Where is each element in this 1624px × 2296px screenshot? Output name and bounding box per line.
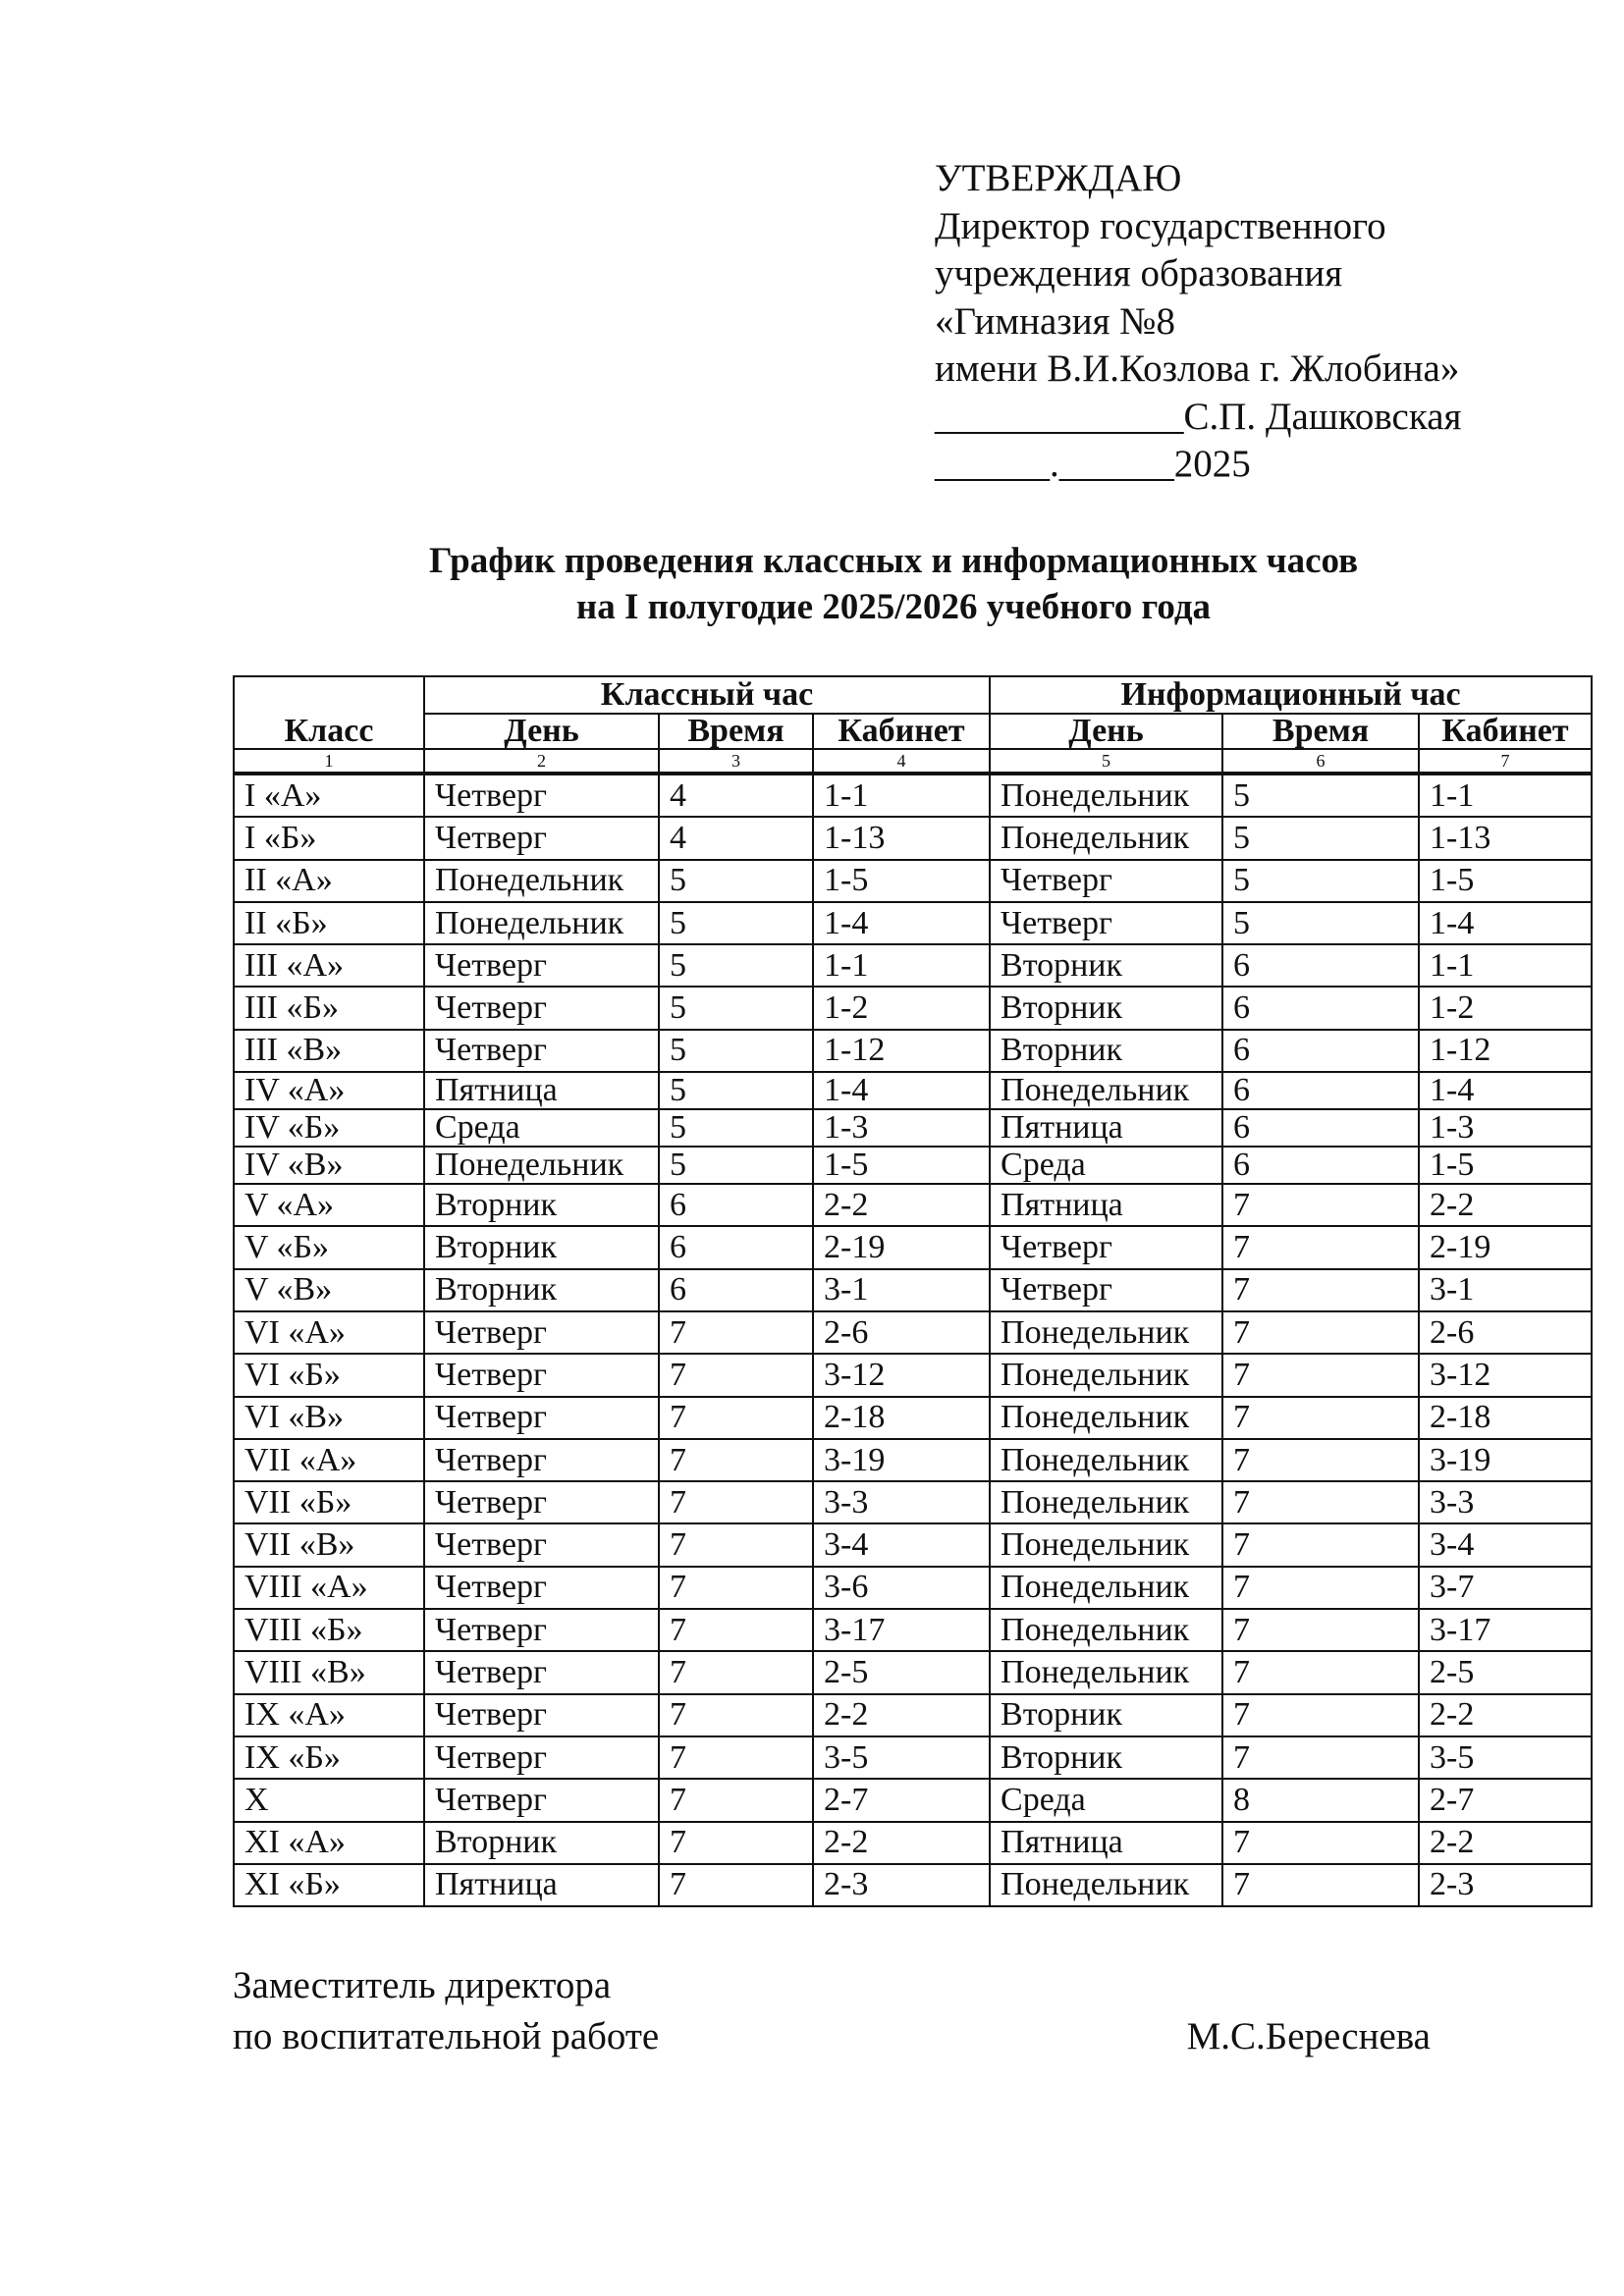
approval-signature-line: _____________С.П. Дашковская xyxy=(935,395,1462,438)
class-hour-time-cell: 5 xyxy=(659,1030,813,1072)
info-hour-day-cell: Понедельник xyxy=(990,1609,1222,1651)
info-hour-time-cell: 5 xyxy=(1222,774,1419,817)
info-hour-room-cell: 1-2 xyxy=(1419,987,1592,1029)
info-hour-room-cell: 3-5 xyxy=(1419,1736,1592,1779)
class-hour-day-cell: Вторник xyxy=(424,1269,659,1311)
approval-heading: УТВЕРЖДАЮ xyxy=(935,157,1182,199)
info-hour-time-cell: 7 xyxy=(1222,1609,1419,1651)
info-hour-room-cell: 3-3 xyxy=(1419,1481,1592,1523)
class-cell: XI «Б» xyxy=(234,1864,424,1906)
table-row xyxy=(234,1651,1592,1693)
info-hour-room-cell: 2-6 xyxy=(1419,1311,1592,1354)
class-hour-day-cell: Четверг xyxy=(424,774,659,817)
table-row xyxy=(234,1567,1592,1609)
class-hour-time-cell: 6 xyxy=(659,1269,813,1311)
class-hour-day-cell: Четверг xyxy=(424,1651,659,1693)
table-row xyxy=(234,1822,1592,1864)
class-hour-room-cell: 1-4 xyxy=(813,902,990,944)
info-hour-room-cell: 2-7 xyxy=(1419,1779,1592,1821)
info-hour-day-cell: Четверг xyxy=(990,1269,1222,1311)
class-hour-day-cell: Четверг xyxy=(424,1736,659,1779)
info-hour-time-cell: 5 xyxy=(1222,817,1419,859)
class-hour-day-cell: Четверг xyxy=(424,1354,659,1396)
info-hour-room-cell: 1-13 xyxy=(1419,817,1592,859)
signer-position-line-2: по воспитательной работе xyxy=(233,2015,660,2057)
approval-school-location: имени В.И.Козлова г. Жлобина» xyxy=(935,347,1460,390)
info-hour-time-cell: 6 xyxy=(1222,1072,1419,1109)
class-hour-room-cell: 1-12 xyxy=(813,1030,990,1072)
table-row xyxy=(234,860,1592,902)
class-hour-day-cell: Четверг xyxy=(424,1694,659,1736)
class-hour-room-cell: 1-3 xyxy=(813,1109,990,1147)
info-hour-room-cell: 2-2 xyxy=(1419,1184,1592,1226)
table-row xyxy=(234,1184,1592,1226)
class-hour-room-cell: 2-19 xyxy=(813,1226,990,1268)
info-hour-day-cell: Понедельник xyxy=(990,1523,1222,1566)
class-cell: VII «А» xyxy=(234,1439,424,1481)
info-hour-time-cell: 7 xyxy=(1222,1822,1419,1864)
table-row xyxy=(234,1736,1592,1779)
class-cell: VII «Б» xyxy=(234,1481,424,1523)
class-hour-time-cell: 5 xyxy=(659,944,813,987)
header-class: Класс xyxy=(234,676,424,749)
class-cell: IV «В» xyxy=(234,1147,424,1184)
class-cell: VIII «Б» xyxy=(234,1609,424,1651)
approval-date-line: ______.______2025 xyxy=(935,443,1251,485)
table-row xyxy=(234,1147,1592,1184)
info-hour-day-cell: Понедельник xyxy=(990,1864,1222,1906)
info-hour-time-cell: 6 xyxy=(1222,1109,1419,1147)
column-number: 5 xyxy=(990,749,1222,774)
class-hour-room-cell: 2-3 xyxy=(813,1864,990,1906)
header-info-hour-room: Кабинет xyxy=(1419,714,1592,749)
class-cell: VI «В» xyxy=(234,1397,424,1439)
info-hour-room-cell: 1-12 xyxy=(1419,1030,1592,1072)
class-cell: IV «Б» xyxy=(234,1109,424,1147)
class-cell: VI «А» xyxy=(234,1311,424,1354)
header-class-hour: Классный час xyxy=(424,676,990,714)
table-row xyxy=(234,1779,1592,1821)
class-cell: IV «А» xyxy=(234,1072,424,1109)
title-line-1: График проведения классных и информационных часов xyxy=(428,541,1359,581)
class-hour-room-cell: 3-1 xyxy=(813,1269,990,1311)
table-row xyxy=(234,902,1592,944)
info-hour-room-cell: 3-17 xyxy=(1419,1609,1592,1651)
info-hour-day-cell: Понедельник xyxy=(990,774,1222,817)
header-info-hour-time: Время xyxy=(1222,714,1419,749)
class-hour-day-cell: Четверг xyxy=(424,1481,659,1523)
class-cell: V «В» xyxy=(234,1269,424,1311)
info-hour-time-cell: 6 xyxy=(1222,1147,1419,1184)
class-cell: XI «А» xyxy=(234,1822,424,1864)
class-hour-time-cell: 7 xyxy=(659,1864,813,1906)
info-hour-time-cell: 6 xyxy=(1222,1030,1419,1072)
column-number: 1 xyxy=(234,749,424,774)
table-row xyxy=(234,1439,1592,1481)
class-hour-day-cell: Четверг xyxy=(424,1397,659,1439)
info-hour-day-cell: Среда xyxy=(990,1147,1222,1184)
class-cell: I «А» xyxy=(234,774,424,817)
table-row xyxy=(234,987,1592,1029)
info-hour-time-cell: 7 xyxy=(1222,1481,1419,1523)
class-hour-time-cell: 4 xyxy=(659,774,813,817)
info-hour-time-cell: 6 xyxy=(1222,944,1419,987)
info-hour-day-cell: Среда xyxy=(990,1779,1222,1821)
class-hour-time-cell: 7 xyxy=(659,1311,813,1354)
class-cell: X xyxy=(234,1779,424,1821)
class-hour-time-cell: 7 xyxy=(659,1694,813,1736)
info-hour-time-cell: 7 xyxy=(1222,1184,1419,1226)
class-hour-day-cell: Четверг xyxy=(424,1779,659,1821)
info-hour-room-cell: 2-18 xyxy=(1419,1397,1592,1439)
table-row xyxy=(234,817,1592,859)
class-cell: II «А» xyxy=(234,860,424,902)
header-class-hour-room: Кабинет xyxy=(813,714,990,749)
column-numbers-row xyxy=(234,749,1592,774)
table-row xyxy=(234,1609,1592,1651)
class-hour-time-cell: 7 xyxy=(659,1397,813,1439)
class-hour-room-cell: 1-5 xyxy=(813,860,990,902)
info-hour-room-cell: 1-3 xyxy=(1419,1109,1592,1147)
info-hour-room-cell: 1-5 xyxy=(1419,860,1592,902)
info-hour-day-cell: Четверг xyxy=(990,1226,1222,1268)
class-hour-room-cell: 2-18 xyxy=(813,1397,990,1439)
class-hour-time-cell: 4 xyxy=(659,817,813,859)
column-number: 7 xyxy=(1419,749,1592,774)
class-hour-day-cell: Пятница xyxy=(424,1072,659,1109)
class-hour-time-cell: 7 xyxy=(659,1523,813,1566)
class-cell: VIII «В» xyxy=(234,1651,424,1693)
class-hour-time-cell: 7 xyxy=(659,1439,813,1481)
class-hour-room-cell: 2-7 xyxy=(813,1779,990,1821)
class-cell: V «А» xyxy=(234,1184,424,1226)
info-hour-day-cell: Пятница xyxy=(990,1109,1222,1147)
header-info-hour: Информационный час xyxy=(990,676,1592,714)
table-row xyxy=(234,1354,1592,1396)
table-row xyxy=(234,1109,1592,1147)
info-hour-room-cell: 2-2 xyxy=(1419,1822,1592,1864)
info-hour-day-cell: Понедельник xyxy=(990,1354,1222,1396)
class-hour-day-cell: Четверг xyxy=(424,1311,659,1354)
table-row xyxy=(234,1481,1592,1523)
class-cell: III «В» xyxy=(234,1030,424,1072)
class-hour-day-cell: Понедельник xyxy=(424,860,659,902)
class-hour-time-cell: 6 xyxy=(659,1184,813,1226)
info-hour-time-cell: 7 xyxy=(1222,1567,1419,1609)
class-hour-room-cell: 2-2 xyxy=(813,1822,990,1864)
class-hour-day-cell: Понедельник xyxy=(424,1147,659,1184)
table-row xyxy=(234,1226,1592,1268)
column-number: 2 xyxy=(424,749,659,774)
class-hour-time-cell: 7 xyxy=(659,1736,813,1779)
info-hour-time-cell: 6 xyxy=(1222,987,1419,1029)
info-hour-time-cell: 7 xyxy=(1222,1651,1419,1693)
info-hour-time-cell: 7 xyxy=(1222,1269,1419,1311)
class-hour-day-cell: Пятница xyxy=(424,1864,659,1906)
info-hour-room-cell: 2-19 xyxy=(1419,1226,1592,1268)
class-hour-room-cell: 1-4 xyxy=(813,1072,990,1109)
schedule-table xyxy=(233,675,1593,1907)
header-info-hour-day: День xyxy=(990,714,1222,749)
info-hour-room-cell: 2-3 xyxy=(1419,1864,1592,1906)
class-hour-room-cell: 1-1 xyxy=(813,944,990,987)
info-hour-day-cell: Вторник xyxy=(990,1030,1222,1072)
class-cell: IX «Б» xyxy=(234,1736,424,1779)
class-hour-room-cell: 2-5 xyxy=(813,1651,990,1693)
class-hour-day-cell: Четверг xyxy=(424,944,659,987)
document-title xyxy=(226,538,1561,630)
table-row xyxy=(234,1311,1592,1354)
class-hour-time-cell: 7 xyxy=(659,1609,813,1651)
class-hour-time-cell: 5 xyxy=(659,860,813,902)
class-hour-day-cell: Вторник xyxy=(424,1822,659,1864)
table-row xyxy=(234,1694,1592,1736)
table-row xyxy=(234,1864,1592,1906)
class-hour-day-cell: Четверг xyxy=(424,817,659,859)
class-hour-room-cell: 3-3 xyxy=(813,1481,990,1523)
class-hour-room-cell: 3-5 xyxy=(813,1736,990,1779)
class-cell: IX «А» xyxy=(234,1694,424,1736)
info-hour-room-cell: 2-2 xyxy=(1419,1694,1592,1736)
class-hour-time-cell: 7 xyxy=(659,1354,813,1396)
info-hour-day-cell: Понедельник xyxy=(990,1651,1222,1693)
info-hour-room-cell: 1-4 xyxy=(1419,902,1592,944)
signature-block xyxy=(233,1960,1431,2062)
approval-school-name: «Гимназия №8 xyxy=(935,299,1175,343)
info-hour-room-cell: 3-12 xyxy=(1419,1354,1592,1396)
class-cell: VI «Б» xyxy=(234,1354,424,1396)
class-hour-time-cell: 5 xyxy=(659,1109,813,1147)
info-hour-room-cell: 3-1 xyxy=(1419,1269,1592,1311)
class-hour-room-cell: 2-2 xyxy=(813,1184,990,1226)
info-hour-time-cell: 7 xyxy=(1222,1397,1419,1439)
info-hour-room-cell: 1-4 xyxy=(1419,1072,1592,1109)
class-cell: III «Б» xyxy=(234,987,424,1029)
info-hour-time-cell: 7 xyxy=(1222,1864,1419,1906)
info-hour-day-cell: Вторник xyxy=(990,1694,1222,1736)
info-hour-time-cell: 7 xyxy=(1222,1311,1419,1354)
class-hour-day-cell: Вторник xyxy=(424,1226,659,1268)
column-number: 6 xyxy=(1222,749,1419,774)
class-hour-time-cell: 7 xyxy=(659,1567,813,1609)
class-hour-room-cell: 3-4 xyxy=(813,1523,990,1566)
class-hour-day-cell: Четверг xyxy=(424,1609,659,1651)
class-hour-room-cell: 3-19 xyxy=(813,1439,990,1481)
class-hour-time-cell: 5 xyxy=(659,987,813,1029)
class-hour-room-cell: 1-5 xyxy=(813,1147,990,1184)
class-hour-time-cell: 7 xyxy=(659,1779,813,1821)
approval-position: Директор государственного xyxy=(935,204,1386,247)
class-cell: I «Б» xyxy=(234,817,424,859)
info-hour-time-cell: 7 xyxy=(1222,1439,1419,1481)
info-hour-day-cell: Понедельник xyxy=(990,817,1222,859)
class-hour-time-cell: 6 xyxy=(659,1226,813,1268)
class-hour-time-cell: 5 xyxy=(659,1072,813,1109)
info-hour-time-cell: 7 xyxy=(1222,1354,1419,1396)
info-hour-time-cell: 7 xyxy=(1222,1226,1419,1268)
class-hour-day-cell: Среда xyxy=(424,1109,659,1147)
info-hour-day-cell: Понедельник xyxy=(990,1481,1222,1523)
class-hour-room-cell: 2-2 xyxy=(813,1694,990,1736)
info-hour-day-cell: Вторник xyxy=(990,1736,1222,1779)
approval-block xyxy=(935,155,1461,489)
header-class-hour-time: Время xyxy=(659,714,813,749)
info-hour-time-cell: 8 xyxy=(1222,1779,1419,1821)
info-hour-day-cell: Пятница xyxy=(990,1822,1222,1864)
info-hour-day-cell: Четверг xyxy=(990,902,1222,944)
info-hour-day-cell: Понедельник xyxy=(990,1439,1222,1481)
info-hour-room-cell: 3-4 xyxy=(1419,1523,1592,1566)
info-hour-room-cell: 1-1 xyxy=(1419,774,1592,817)
info-hour-day-cell: Пятница xyxy=(990,1184,1222,1226)
table-row xyxy=(234,944,1592,987)
column-number: 4 xyxy=(813,749,990,774)
class-hour-time-cell: 5 xyxy=(659,902,813,944)
info-hour-time-cell: 7 xyxy=(1222,1523,1419,1566)
table-row xyxy=(234,1072,1592,1109)
info-hour-time-cell: 7 xyxy=(1222,1736,1419,1779)
class-cell: III «А» xyxy=(234,944,424,987)
class-hour-day-cell: Понедельник xyxy=(424,902,659,944)
class-hour-room-cell: 3-6 xyxy=(813,1567,990,1609)
class-cell: V «Б» xyxy=(234,1226,424,1268)
class-cell: II «Б» xyxy=(234,902,424,944)
info-hour-room-cell: 2-5 xyxy=(1419,1651,1592,1693)
column-number: 3 xyxy=(659,749,813,774)
class-hour-time-cell: 7 xyxy=(659,1651,813,1693)
info-hour-day-cell: Понедельник xyxy=(990,1397,1222,1439)
header-class-hour-day: День xyxy=(424,714,659,749)
table-row xyxy=(234,1397,1592,1439)
class-hour-time-cell: 5 xyxy=(659,1147,813,1184)
class-hour-day-cell: Четверг xyxy=(424,1030,659,1072)
class-cell: VII «В» xyxy=(234,1523,424,1566)
class-hour-day-cell: Четверг xyxy=(424,1523,659,1566)
class-hour-room-cell: 1-13 xyxy=(813,817,990,859)
info-hour-time-cell: 5 xyxy=(1222,902,1419,944)
signer-name: М.С.Береснева xyxy=(1186,2015,1431,2057)
table-row xyxy=(234,774,1592,817)
info-hour-room-cell: 1-5 xyxy=(1419,1147,1592,1184)
class-hour-day-cell: Четверг xyxy=(424,987,659,1029)
class-hour-time-cell: 7 xyxy=(659,1481,813,1523)
table-row xyxy=(234,1523,1592,1566)
info-hour-day-cell: Вторник xyxy=(990,987,1222,1029)
info-hour-room-cell: 3-19 xyxy=(1419,1439,1592,1481)
class-hour-room-cell: 1-1 xyxy=(813,774,990,817)
info-hour-time-cell: 5 xyxy=(1222,860,1419,902)
class-hour-day-cell: Четверг xyxy=(424,1567,659,1609)
table-row xyxy=(234,1030,1592,1072)
info-hour-time-cell: 7 xyxy=(1222,1694,1419,1736)
info-hour-room-cell: 1-1 xyxy=(1419,944,1592,987)
info-hour-day-cell: Вторник xyxy=(990,944,1222,987)
approval-institution: учреждения образования xyxy=(935,252,1343,294)
info-hour-day-cell: Понедельник xyxy=(990,1311,1222,1354)
signer-position-line-1: Заместитель директора xyxy=(233,1964,612,2006)
class-hour-room-cell: 1-2 xyxy=(813,987,990,1029)
class-hour-day-cell: Вторник xyxy=(424,1184,659,1226)
title-line-2: на I полугодие 2025/2026 учебного года xyxy=(575,587,1212,627)
class-cell: VIII «А» xyxy=(234,1567,424,1609)
class-hour-day-cell: Четверг xyxy=(424,1439,659,1481)
class-hour-time-cell: 7 xyxy=(659,1822,813,1864)
info-hour-room-cell: 3-7 xyxy=(1419,1567,1592,1609)
schedule-rows xyxy=(234,774,1592,1906)
table-row xyxy=(234,1269,1592,1311)
class-hour-room-cell: 3-12 xyxy=(813,1354,990,1396)
info-hour-day-cell: Понедельник xyxy=(990,1567,1222,1609)
class-hour-room-cell: 2-6 xyxy=(813,1311,990,1354)
class-hour-room-cell: 3-17 xyxy=(813,1609,990,1651)
info-hour-day-cell: Понедельник xyxy=(990,1072,1222,1109)
info-hour-day-cell: Четверг xyxy=(990,860,1222,902)
